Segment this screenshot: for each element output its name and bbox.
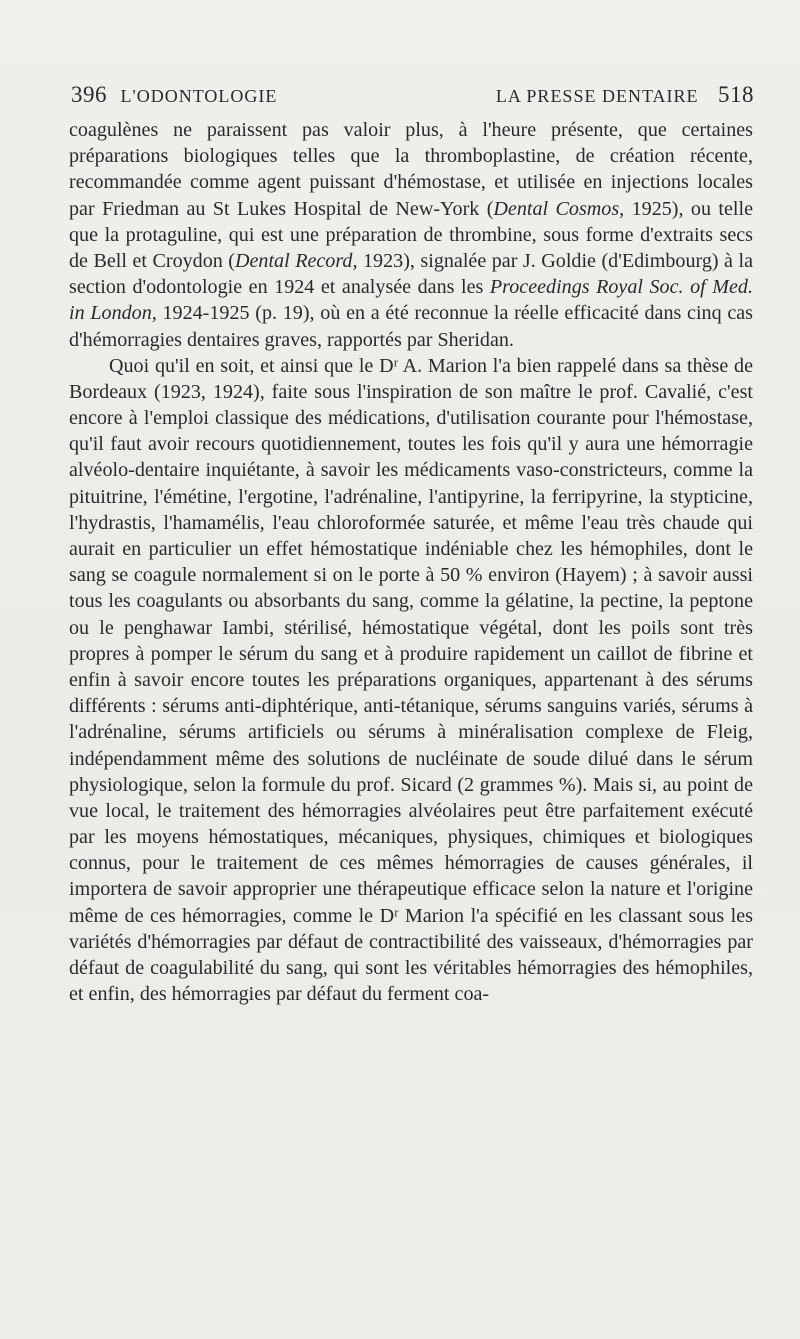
text-run: coagulènes ne paraissent pas valoir plus, à l'heure présente, que certaines préparations biologiques telles que la thromboplastine, de création récente, recommandée comme agent puissant d'hémostase, et utilisée en injections locales par Friedman au St Lukes Hospital de New-York ( bbox=[69, 119, 753, 220]
text-run: 1925), ou telle que la protaguline, qui est une préparation de thrombine, sous forme d'extraits secs de Bell et Croydon ( bbox=[69, 197, 753, 272]
journal-title-left: L'ODONTOLOGIE bbox=[120, 86, 278, 106]
body-text bbox=[69, 117, 753, 1007]
italic-citation: Dental Record, bbox=[235, 249, 358, 272]
header-right bbox=[496, 82, 754, 108]
page-number-right: 518 bbox=[718, 82, 754, 107]
header-left bbox=[71, 82, 277, 108]
section-title-right: LA PRESSE DENTAIRE bbox=[495, 86, 699, 106]
italic-citation: Proceedings Royal Soc. of Med. in London, bbox=[69, 276, 753, 325]
italic-citation: Dental Cosmos, bbox=[493, 197, 625, 220]
page-number-left: 396 bbox=[71, 82, 107, 107]
paragraph bbox=[69, 117, 753, 353]
running-header bbox=[71, 82, 754, 114]
text-run: Quoi qu'il en soit, et ainsi que le Dʳ A. Marion l'a bien rappelé dans sa thèse de Bordeaux (1923, 1924), faite sous l'inspiration de son maître le prof. Cavalié, c'est encore à l'emploi classique des médications, d'utilisation courante pour l'hémostase, qu'il faut avoir recours quotidiennement, toutes les fois qu'il y aura une hémorragie alvéolo-dentaire inquiétante, à savoir les médicaments vaso-constricteurs, comme la pituitrine, l'émétine, l'ergotine, l'adrénaline, l'antipyrine, la ferripyrine, la stypticine, l'hydrastis, l'hamamélis, l'eau chloroformée saturée, et même l'eau très chaude qui aurait en particulier un effet hémostatique indéniable chez les hémophiles, dont le sang se coagule normalement si on le porte à 50 % environ (Hayem) ; à savoir aussi tous les coagulants ou absorbants du sang, comme la gélatine, la pectine, la peptone ou le penghawar Iambi, stérilisé, hémostatique végétal, dont les poils sont très propres à pomper le sérum du sang et à produire rapidement un caillot de fibrine et enfin à savoir encore toutes les préparations organiques, appartenant à des sérums différents : sérums anti-diphtérique, anti-tétanique, sérums sanguins variés, sérums à l'adrénaline, sérums artificiels ou sérums à minéralisation complexe de Fleig, indépendamment même des solutions de nucléinate de soude dilué dans le sérum physiologique, selon la formule du prof. Sicard (2 grammes %). Mais si, au point de vue local, le traitement des hémorragies alvéolaires peut être parfaitement exécuté par les moyens hémostatiques, mécaniques, physiques, chimiques et biologiques connus, pour le traitement de ces mêmes hémorragies de causes générales, il importera de savoir approprier une thérapeutique efficace selon la nature et l'origine même de ces hémorragies, comme le Dʳ Marion l'a spécifié en les classant sous les variétés d'hémorragies par défaut de contractibilité des vaisseaux, d'hémorragies par défaut de coagulabilité du sang, qui sont les véritables hémorragies des hémophiles, et enfin, des hémorragies par défaut du ferment coa- bbox=[69, 354, 753, 1006]
text-run: 1923), signalée par J. Goldie (d'Edimbourg) à la section d'odontologie en 1924 et analysée dans les bbox=[69, 249, 753, 299]
paragraph bbox=[69, 353, 753, 1008]
text-run: 1924-1925 (p. 19), où en a été reconnue la réelle efficacité dans cinq cas d'hémorragies dentaires graves, rapportés par Sheridan. bbox=[69, 302, 753, 351]
